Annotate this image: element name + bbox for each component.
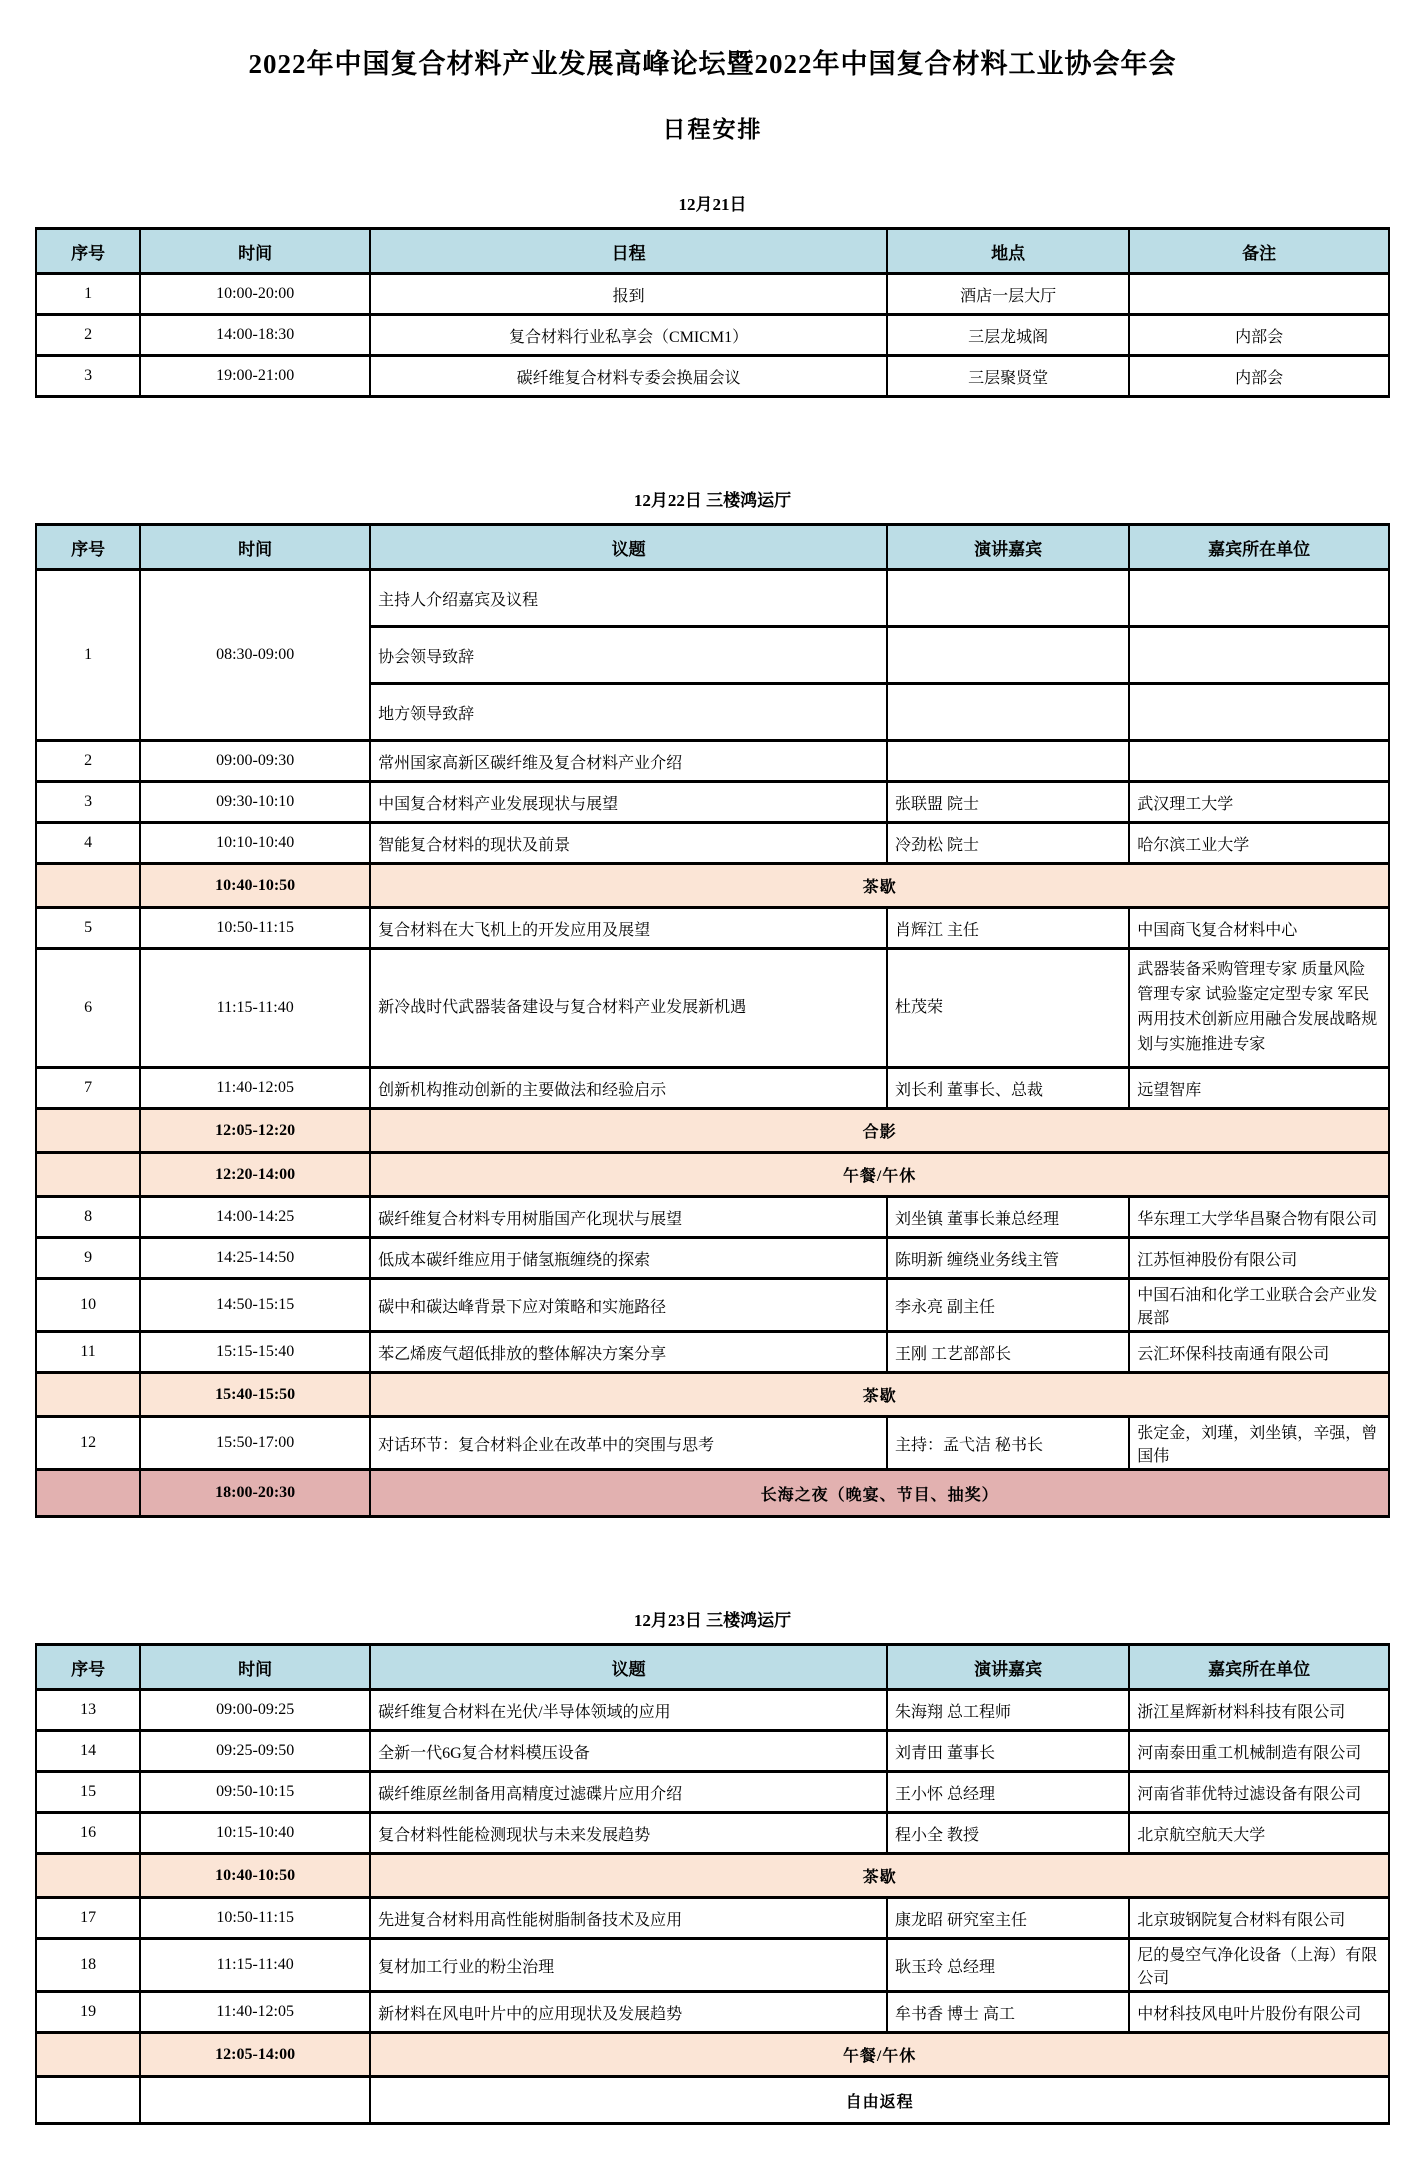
cell-topic: 主持人介绍嘉宾及议程	[370, 570, 887, 627]
cell-org: 河南省菲优特过滤设备有限公司	[1129, 1772, 1389, 1813]
cell-topic: 碳纤维复合材料专用树脂国产化现状与展望	[370, 1197, 887, 1238]
cell-no: 17	[36, 1898, 140, 1939]
section-dec21	[35, 190, 1390, 398]
cell-no	[36, 2033, 140, 2077]
cell-no	[36, 2077, 140, 2124]
cell-org: 内部会	[1129, 356, 1389, 397]
table-row	[36, 1470, 1389, 1517]
table-row	[36, 570, 1389, 627]
column-header: 演讲嘉宾	[887, 525, 1129, 570]
table-row	[36, 864, 1389, 908]
header-row	[36, 525, 1389, 570]
cell-no: 2	[36, 741, 140, 782]
column-header: 时间	[140, 525, 370, 570]
table-row	[36, 274, 1389, 315]
cell-topic: 地方领导致辞	[370, 684, 887, 741]
cell-no: 15	[36, 1772, 140, 1813]
column-header: 日程	[370, 229, 887, 274]
cell-time: 14:50-15:15	[140, 1279, 370, 1332]
column-header: 时间	[140, 1645, 370, 1690]
sections-container	[35, 190, 1390, 2125]
cell-time: 14:25-14:50	[140, 1238, 370, 1279]
table-row	[36, 1939, 1389, 1992]
cell-org: 江苏恒神股份有限公司	[1129, 1238, 1389, 1279]
cell-speaker: 刘坐镇 董事长兼总经理	[887, 1197, 1129, 1238]
table-row	[36, 1279, 1389, 1332]
cell-time: 10:15-10:40	[140, 1813, 370, 1854]
cell-speaker: 王刚 工艺部部长	[887, 1332, 1129, 1373]
table-row	[36, 356, 1389, 397]
cell-time: 12:20-14:00	[140, 1153, 370, 1197]
cell-topic: 复合材料在大飞机上的开发应用及展望	[370, 908, 887, 949]
cell-org	[1129, 684, 1389, 741]
cell-speaker: 李永亮 副主任	[887, 1279, 1129, 1332]
section-caption: 12月23日 三楼鸿运厅	[633, 1611, 792, 1630]
table-row	[36, 823, 1389, 864]
table-row	[36, 1992, 1389, 2033]
table-row	[36, 1731, 1389, 1772]
cell-no	[36, 864, 140, 908]
cell-time: 11:15-11:40	[140, 1939, 370, 1992]
cell-speaker	[887, 741, 1129, 782]
cell-no	[36, 1153, 140, 1197]
cell-speaker: 程小全 教授	[887, 1813, 1129, 1854]
cell-no: 13	[36, 1690, 140, 1731]
schedule-table-dec22	[35, 523, 1390, 1518]
cell-speaker	[887, 570, 1129, 627]
cell-no: 14	[36, 1731, 140, 1772]
cell-no: 11	[36, 1332, 140, 1373]
header-row	[36, 229, 1389, 274]
cell-label: 茶歇	[370, 1373, 1389, 1417]
cell-topic: 协会领导致辞	[370, 627, 887, 684]
cell-no	[36, 1854, 140, 1898]
cell-topic: 新材料在风电叶片中的应用现状及发展趋势	[370, 1992, 887, 2033]
cell-speaker: 牟书香 博士 高工	[887, 1992, 1129, 2033]
cell-time: 11:40-12:05	[140, 1068, 370, 1109]
header-row	[36, 1645, 1389, 1690]
cell-org: 中材科技风电叶片股份有限公司	[1129, 1992, 1389, 2033]
cell-org: 华东理工大学华昌聚合物有限公司	[1129, 1197, 1389, 1238]
cell-topic: 智能复合材料的现状及前景	[370, 823, 887, 864]
table-row	[36, 1417, 1389, 1470]
cell-speaker: 王小怀 总经理	[887, 1772, 1129, 1813]
cell-no: 4	[36, 823, 140, 864]
table-row	[36, 949, 1389, 1068]
cell-time: 14:00-14:25	[140, 1197, 370, 1238]
column-header: 嘉宾所在单位	[1129, 525, 1389, 570]
cell-time: 10:00-20:00	[140, 274, 370, 315]
column-header: 序号	[36, 525, 140, 570]
cell-topic: 苯乙烯废气超低排放的整体解决方案分享	[370, 1332, 887, 1373]
cell-topic: 碳纤维原丝制备用高精度过滤碟片应用介绍	[370, 1772, 887, 1813]
table-row	[36, 1772, 1389, 1813]
table-row	[36, 1690, 1389, 1731]
table-row	[36, 1898, 1389, 1939]
cell-org	[1129, 570, 1389, 627]
cell-time: 14:00-18:30	[140, 315, 370, 356]
cell-no	[36, 1373, 140, 1417]
cell-time: 09:00-09:25	[140, 1690, 370, 1731]
cell-no: 5	[36, 908, 140, 949]
cell-time: 15:50-17:00	[140, 1417, 370, 1470]
table-row	[36, 1197, 1389, 1238]
cell-label: 合影	[370, 1109, 1389, 1153]
cell-no: 12	[36, 1417, 140, 1470]
cell-topic: 对话环节：复合材料企业在改革中的突围与思考	[370, 1417, 887, 1470]
cell-no: 1	[36, 274, 140, 315]
cell-no: 3	[36, 356, 140, 397]
cell-time: 09:30-10:10	[140, 782, 370, 823]
cell-speaker: 酒店一层大厅	[887, 274, 1129, 315]
cell-time: 08:30-09:00	[140, 570, 370, 741]
cell-time: 10:50-11:15	[140, 1898, 370, 1939]
cell-topic: 新冷战时代武器装备建设与复合材料产业发展新机遇	[370, 949, 887, 1068]
cell-no: 8	[36, 1197, 140, 1238]
cell-no: 9	[36, 1238, 140, 1279]
table-row	[36, 1813, 1389, 1854]
cell-time: 15:15-15:40	[140, 1332, 370, 1373]
cell-org: 尼的曼空气净化设备（上海）有限公司	[1129, 1939, 1389, 1992]
cell-label: 茶歇	[370, 1854, 1389, 1898]
cell-speaker: 杜茂荣	[887, 949, 1129, 1068]
column-header: 议题	[370, 525, 887, 570]
table-row	[36, 2033, 1389, 2077]
schedule-table-dec21	[35, 227, 1390, 398]
cell-time: 09:25-09:50	[140, 1731, 370, 1772]
cell-org	[1129, 627, 1389, 684]
column-header: 序号	[36, 1645, 140, 1690]
cell-time	[140, 2077, 370, 2124]
table-row	[36, 1068, 1389, 1109]
cell-org: 浙江星辉新材料科技有限公司	[1129, 1690, 1389, 1731]
schedule-table-dec23	[35, 1643, 1390, 2125]
cell-no: 3	[36, 782, 140, 823]
cell-org: 武汉理工大学	[1129, 782, 1389, 823]
cell-no	[36, 1109, 140, 1153]
cell-topic: 碳中和碳达峰背景下应对策略和实施路径	[370, 1279, 887, 1332]
cell-speaker: 三层龙城阁	[887, 315, 1129, 356]
cell-speaker: 主持：孟弋洁 秘书长	[887, 1417, 1129, 1470]
table-row	[36, 1238, 1389, 1279]
cell-no: 19	[36, 1992, 140, 2033]
cell-time: 10:10-10:40	[140, 823, 370, 864]
cell-time: 15:40-15:50	[140, 1373, 370, 1417]
cell-time: 09:50-10:15	[140, 1772, 370, 1813]
cell-no	[36, 1470, 140, 1517]
cell-speaker: 刘长利 董事长、总裁	[887, 1068, 1129, 1109]
cell-label: 长海之夜（晚宴、节目、抽奖）	[370, 1470, 1389, 1517]
cell-time: 11:15-11:40	[140, 949, 370, 1068]
table-row	[36, 1854, 1389, 1898]
cell-no: 10	[36, 1279, 140, 1332]
cell-org: 中国石油和化学工业联合会产业发展部	[1129, 1279, 1389, 1332]
cell-label: 午餐/午休	[370, 1153, 1389, 1197]
cell-speaker	[887, 627, 1129, 684]
cell-topic: 复合材料性能检测现状与未来发展趋势	[370, 1813, 887, 1854]
cell-org: 远望智库	[1129, 1068, 1389, 1109]
cell-speaker: 三层聚贤堂	[887, 356, 1129, 397]
cell-no: 18	[36, 1939, 140, 1992]
cell-time: 11:40-12:05	[140, 1992, 370, 2033]
cell-org	[1129, 741, 1389, 782]
column-header: 序号	[36, 229, 140, 274]
cell-time: 19:00-21:00	[140, 356, 370, 397]
cell-no: 6	[36, 949, 140, 1068]
section-dec22	[35, 486, 1390, 1518]
column-header: 地点	[887, 229, 1129, 274]
page-subtitle: 日程安排	[662, 117, 763, 142]
section-dec23	[35, 1606, 1390, 2125]
table-row	[36, 741, 1389, 782]
cell-org	[1129, 274, 1389, 315]
cell-label: 午餐/午休	[370, 2033, 1389, 2077]
table-row	[36, 1373, 1389, 1417]
cell-org: 北京航空航天大学	[1129, 1813, 1389, 1854]
column-header: 备注	[1129, 229, 1389, 274]
table-row	[36, 1332, 1389, 1373]
cell-topic: 中国复合材料产业发展现状与展望	[370, 782, 887, 823]
cell-topic: 碳纤维复合材料在光伏/半导体领域的应用	[370, 1690, 887, 1731]
cell-time: 12:05-12:20	[140, 1109, 370, 1153]
cell-time: 12:05-14:00	[140, 2033, 370, 2077]
section-caption: 12月22日 三楼鸿运厅	[633, 491, 792, 510]
table-row	[36, 315, 1389, 356]
section-caption: 12月21日	[678, 195, 747, 214]
cell-speaker: 刘青田 董事长	[887, 1731, 1129, 1772]
column-header: 嘉宾所在单位	[1129, 1645, 1389, 1690]
table-row	[36, 1153, 1389, 1197]
cell-org: 张定金，刘瑾，刘坐镇，辛强，曾国伟	[1129, 1417, 1389, 1470]
table-row	[36, 1109, 1389, 1153]
table-row	[36, 908, 1389, 949]
cell-topic: 复合材料行业私享会（CMICM1）	[370, 315, 887, 356]
cell-no: 1	[36, 570, 140, 741]
cell-label: 茶歇	[370, 864, 1389, 908]
cell-speaker: 陈明新 缠绕业务线主管	[887, 1238, 1129, 1279]
column-header: 演讲嘉宾	[887, 1645, 1129, 1690]
cell-topic: 报到	[370, 274, 887, 315]
table-row	[36, 2077, 1389, 2124]
cell-org: 中国商飞复合材料中心	[1129, 908, 1389, 949]
column-header: 时间	[140, 229, 370, 274]
cell-time: 10:40-10:50	[140, 1854, 370, 1898]
cell-time: 10:50-11:15	[140, 908, 370, 949]
cell-no: 2	[36, 315, 140, 356]
cell-no: 16	[36, 1813, 140, 1854]
cell-speaker: 张联盟 院士	[887, 782, 1129, 823]
table-row	[36, 782, 1389, 823]
cell-time: 18:00-20:30	[140, 1470, 370, 1517]
cell-speaker: 冷劲松 院士	[887, 823, 1129, 864]
schedule-document	[35, 42, 1390, 2165]
cell-topic: 常州国家高新区碳纤维及复合材料产业介绍	[370, 741, 887, 782]
cell-org: 内部会	[1129, 315, 1389, 356]
cell-speaker: 朱海翔 总工程师	[887, 1690, 1129, 1731]
cell-topic: 创新机构推动创新的主要做法和经验启示	[370, 1068, 887, 1109]
cell-org: 云汇环保科技南通有限公司	[1129, 1332, 1389, 1373]
cell-topic: 复材加工行业的粉尘治理	[370, 1939, 887, 1992]
cell-topic: 低成本碳纤维应用于储氢瓶缠绕的探索	[370, 1238, 887, 1279]
cell-speaker: 肖辉江 主任	[887, 908, 1129, 949]
cell-org: 武器装备采购管理专家 质量风险管理专家 试验鉴定定型专家 军民两用技术创新应用融合发展战略规划与实施推进专家	[1129, 949, 1389, 1068]
cell-speaker: 耿玉玲 总经理	[887, 1939, 1129, 1992]
cell-time: 09:00-09:30	[140, 741, 370, 782]
page-title: 2022年中国复合材料产业发展高峰论坛暨2022年中国复合材料工业协会年会	[248, 49, 1177, 79]
cell-org: 哈尔滨工业大学	[1129, 823, 1389, 864]
cell-org: 河南泰田重工机械制造有限公司	[1129, 1731, 1389, 1772]
cell-topic: 先进复合材料用高性能树脂制备技术及应用	[370, 1898, 887, 1939]
cell-label: 自由返程	[370, 2077, 1389, 2124]
cell-topic: 全新一代6G复合材料模压设备	[370, 1731, 887, 1772]
cell-no: 7	[36, 1068, 140, 1109]
cell-topic: 碳纤维复合材料专委会换届会议	[370, 356, 887, 397]
cell-speaker: 康龙昭 研究室主任	[887, 1898, 1129, 1939]
cell-org: 北京玻钢院复合材料有限公司	[1129, 1898, 1389, 1939]
cell-speaker	[887, 684, 1129, 741]
cell-time: 10:40-10:50	[140, 864, 370, 908]
column-header: 议题	[370, 1645, 887, 1690]
